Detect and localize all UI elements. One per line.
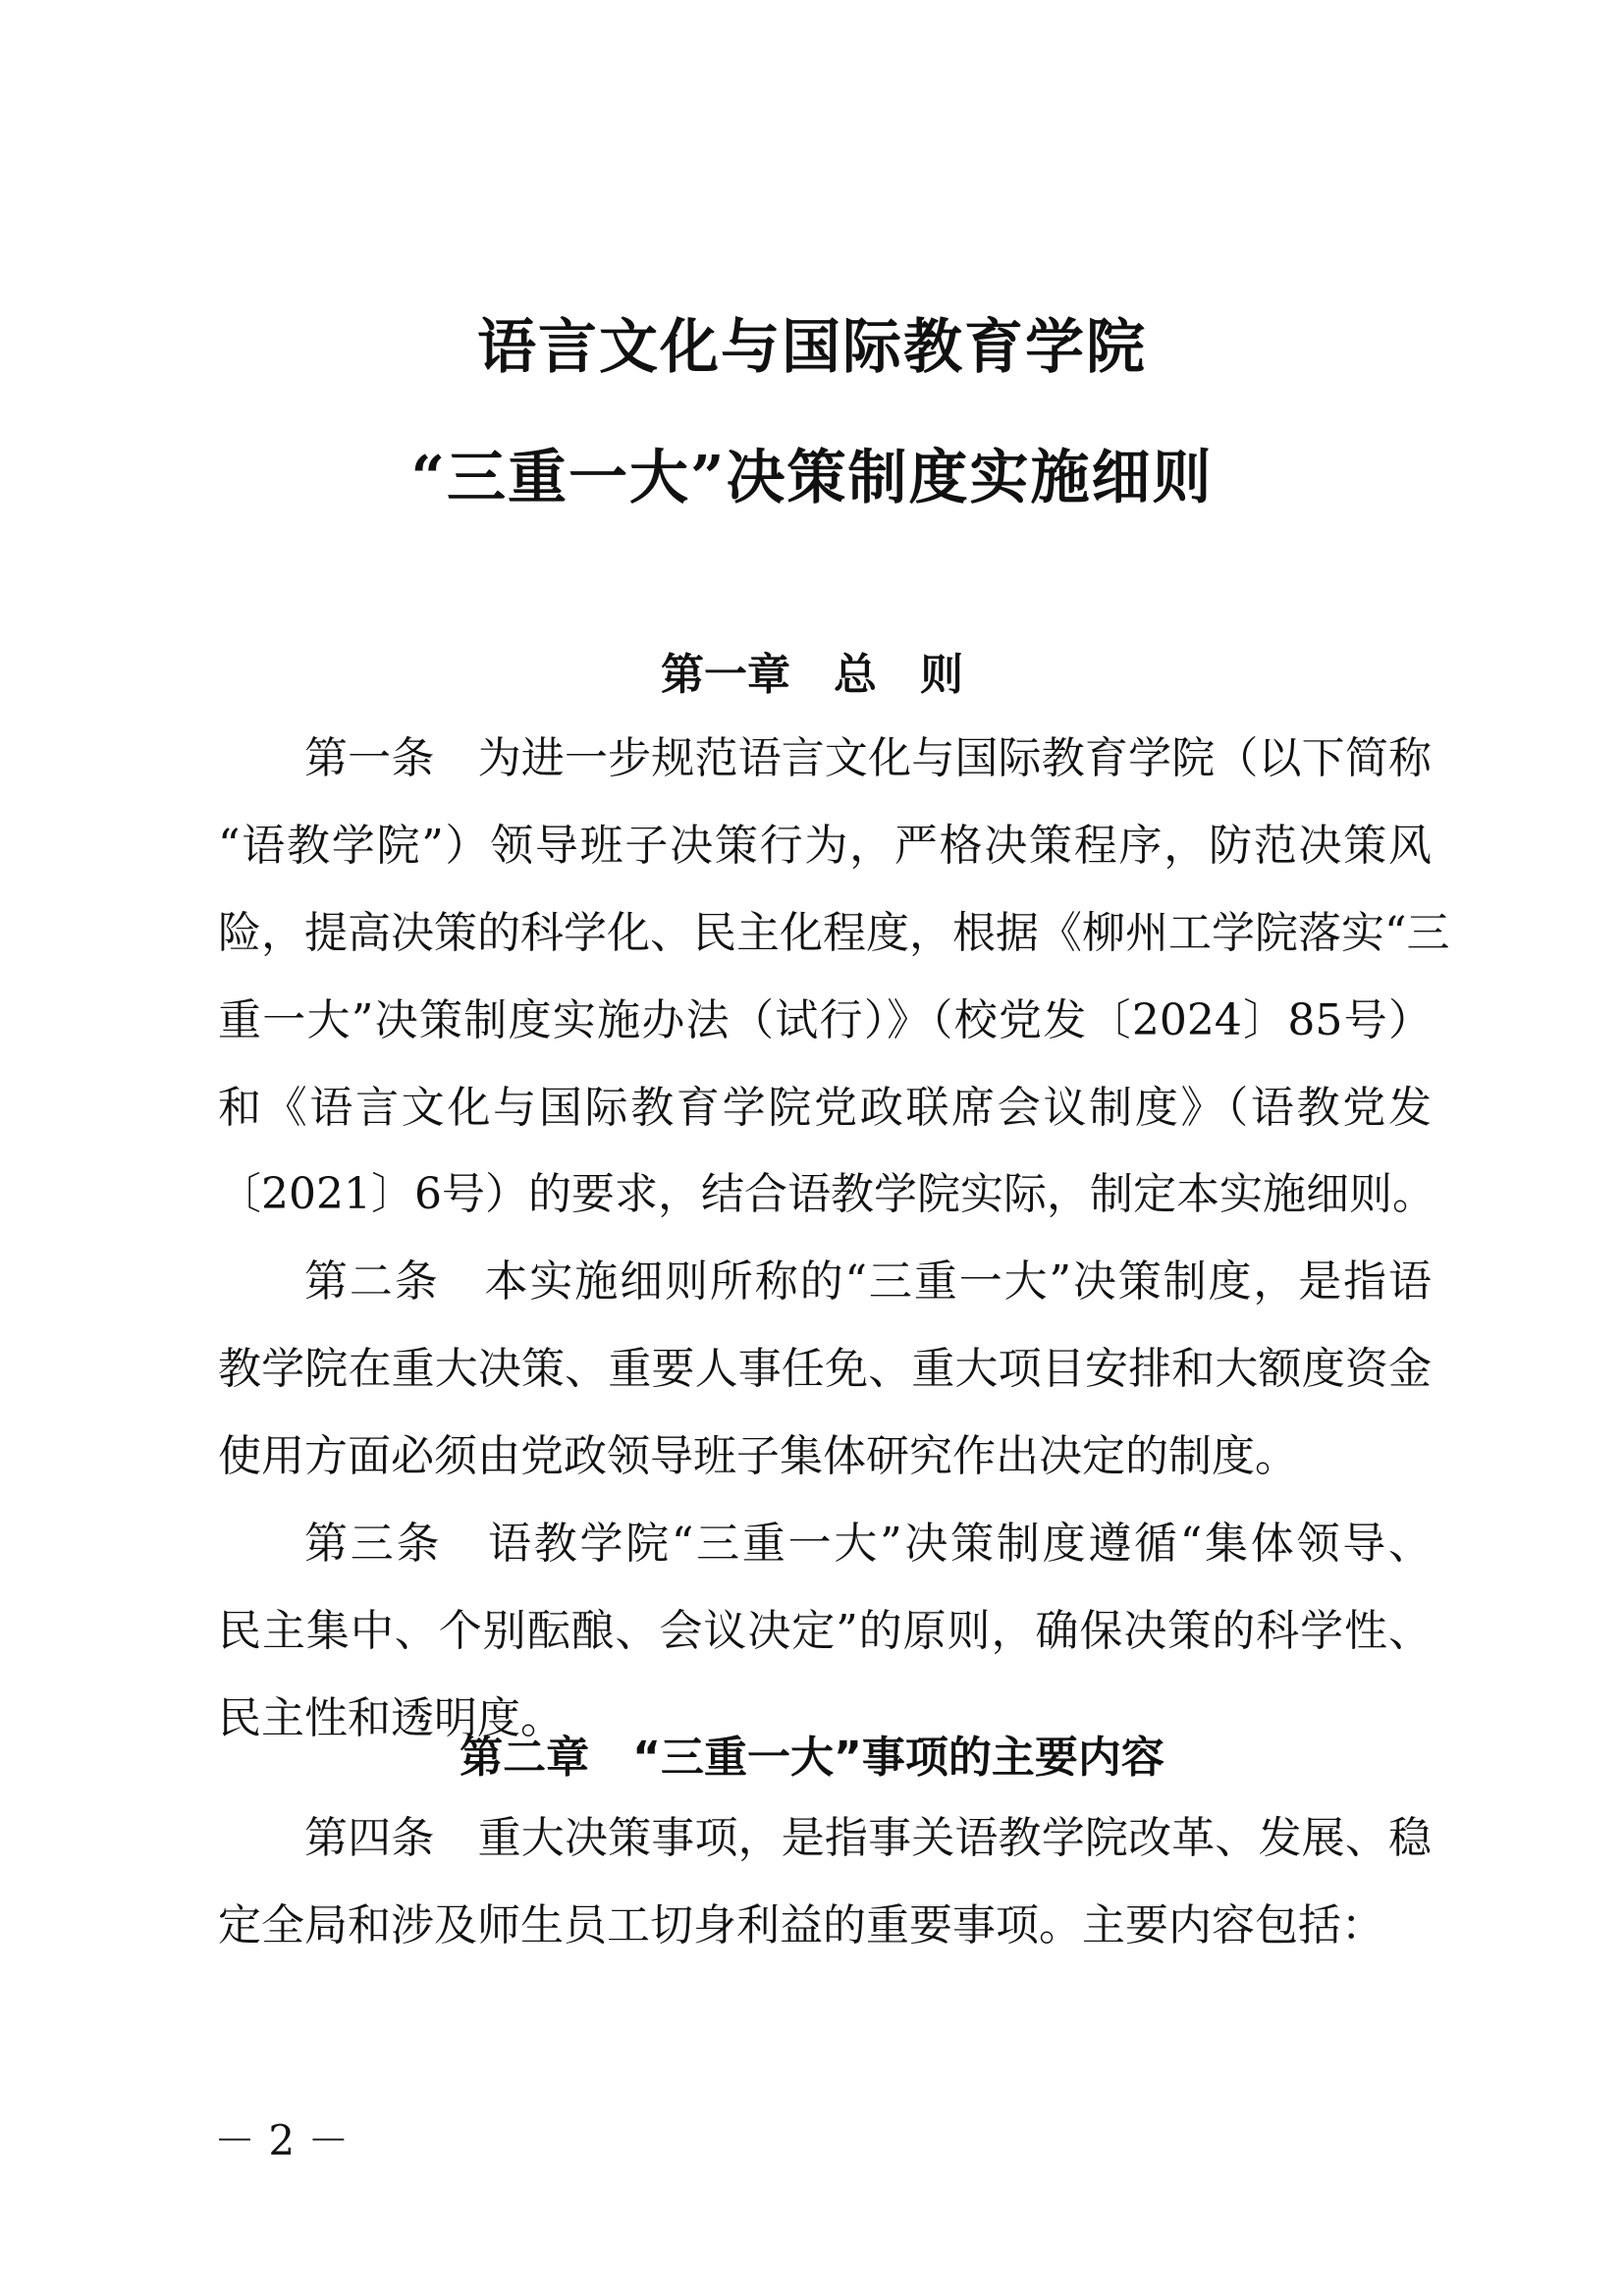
article-1-line-6: 〔2021〕6号）的要求，结合语教学院实际，制定本实施细则。 (218, 1169, 1435, 1219)
article-3-line-1: 第三条 语教学院“三重一大”决策制度遵循“集体领导、 (304, 1519, 1432, 1569)
article-4-line-2: 定全局和涉及师生员工切身利益的重要事项。主要内容包括： (218, 1900, 1384, 1950)
article-1-line-2: “语教学院”）领导班子决策行为，严格决策程序，防范决策风 (218, 821, 1432, 871)
article-1-line-1: 第一条 为进一步规范语言文化与国际教育学院（以下简称 (304, 733, 1432, 783)
page-number: － 2 － (214, 2116, 350, 2164)
chapter-2-heading: 第二章 “三重一大”事项的主要内容 (460, 1733, 1164, 1783)
article-2-line-2: 教学院在重大决策、重要人事任免、重大项目安排和大额度资金 (218, 1344, 1432, 1394)
article-2-line-1: 第二条 本实施细则所称的“三重一大”决策制度，是指语 (304, 1256, 1432, 1307)
document-title-line-1: 语言文化与国际教育学院 (477, 313, 1147, 382)
article-1-line-4: 重一大”决策制度实施办法（试行）》（校党发〔2024〕85号） (218, 995, 1432, 1045)
article-4-line-1: 第四条 重大决策事项，是指事关语教学院改革、发展、稳 (304, 1813, 1432, 1863)
article-3-line-3: 民主性和透明度。 (218, 1693, 564, 1743)
article-1-line-3: 险，提高决策的科学化、民主化程度，根据《柳州工学院落实“三 (218, 908, 1450, 958)
article-1-line-5: 和《语言文化与国际教育学院党政联席会议制度》（语教党发 (218, 1083, 1432, 1133)
article-3-line-2: 民主集中、个别酝酿、会议决定”的原则，确保决策的科学性、 (218, 1606, 1432, 1656)
document-title-line-2: “三重一大”决策制度实施细则 (410, 444, 1214, 512)
chapter-1-heading: 第一章 总 则 (661, 650, 963, 700)
article-2-line-3: 使用方面必须由党政领导班子集体研究作出决定的制度。 (218, 1431, 1298, 1481)
